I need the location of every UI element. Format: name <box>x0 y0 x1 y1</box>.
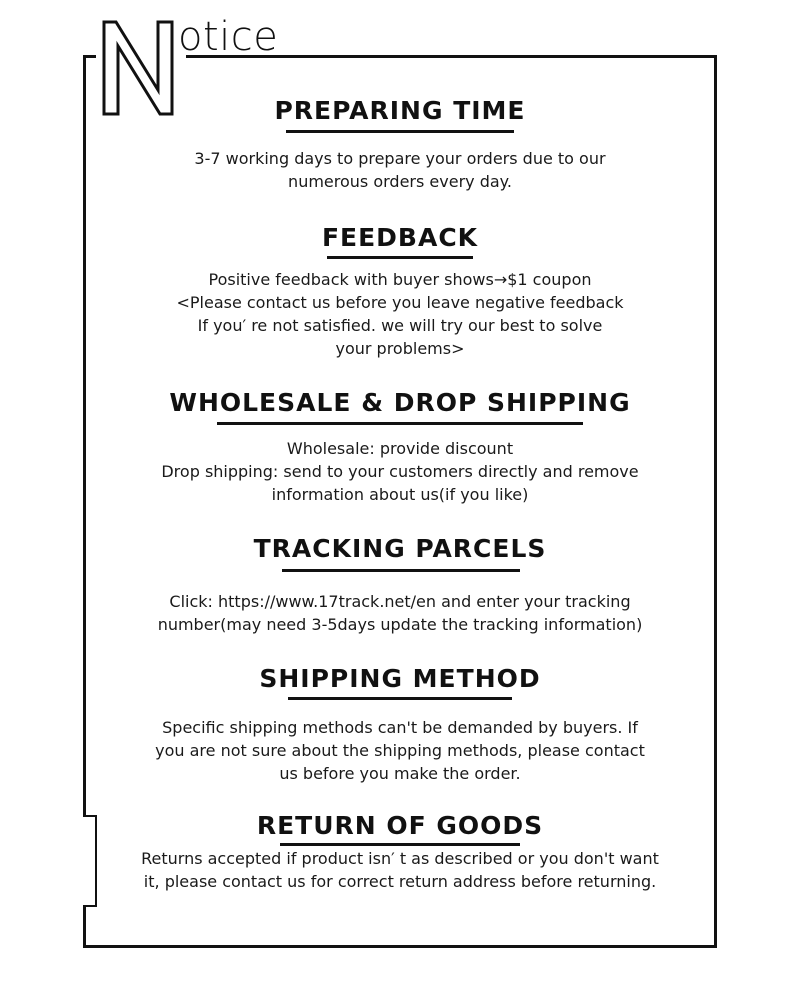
section-title-return-of-goods: RETURN OF GOODS <box>256 811 544 840</box>
section-underline <box>288 697 512 700</box>
section-line: Click: https://www.17track.net/en and enter your tracking <box>169 592 631 611</box>
section-line: it, please contact us for correct return address before returning. <box>143 872 657 891</box>
section-underline <box>286 130 514 133</box>
section-underline <box>327 256 473 259</box>
section-line: numerous orders every day. <box>288 172 512 191</box>
section-body-wholesale <box>100 437 700 506</box>
section-title-feedback: FEEDBACK <box>321 223 479 252</box>
section-body-tracking <box>100 590 700 636</box>
notice-title-rest: otice <box>178 14 279 60</box>
section-line: Drop shipping: send to your customers directly and remove <box>161 462 639 481</box>
section-line: Specific shipping methods can't be demanded by buyers. If <box>162 718 638 737</box>
section-line: number(may need 3-5days update the tracking information) <box>157 615 643 634</box>
section-body-preparing-time <box>100 147 700 193</box>
section-line: If you′ re not satisfied. we will try our best to solve <box>197 316 603 335</box>
section-title-shipping-method: SHIPPING METHOD <box>259 664 541 693</box>
section-title-preparing-time: PREPARING TIME <box>274 96 526 125</box>
section-body-feedback <box>100 268 700 360</box>
section-line: Positive feedback with buyer shows→$1 coupon <box>208 270 592 289</box>
section-line: us before you make the order. <box>279 764 521 783</box>
section-underline <box>282 569 520 572</box>
section-line: 3-7 working days to prepare your orders due to our <box>194 149 606 168</box>
section-underline <box>280 843 520 846</box>
section-body-return-of-goods <box>100 847 700 893</box>
section-line: Wholesale: provide discount <box>286 439 514 458</box>
section-line: your problems> <box>335 339 465 358</box>
section-line: Returns accepted if product isn′ t as described or you don't want <box>141 849 659 868</box>
section-line: information about us(if you like) <box>271 485 529 504</box>
section-line: you are not sure about the shipping methods, please contact <box>155 741 645 760</box>
section-title-tracking: TRACKING PARCELS <box>253 534 547 563</box>
section-underline <box>217 422 583 425</box>
section-line: <Please contact us before you leave negative feedback <box>176 293 624 312</box>
section-body-shipping-method <box>100 716 700 785</box>
section-title-wholesale: WHOLESALE & DROP SHIPPING <box>169 388 631 417</box>
